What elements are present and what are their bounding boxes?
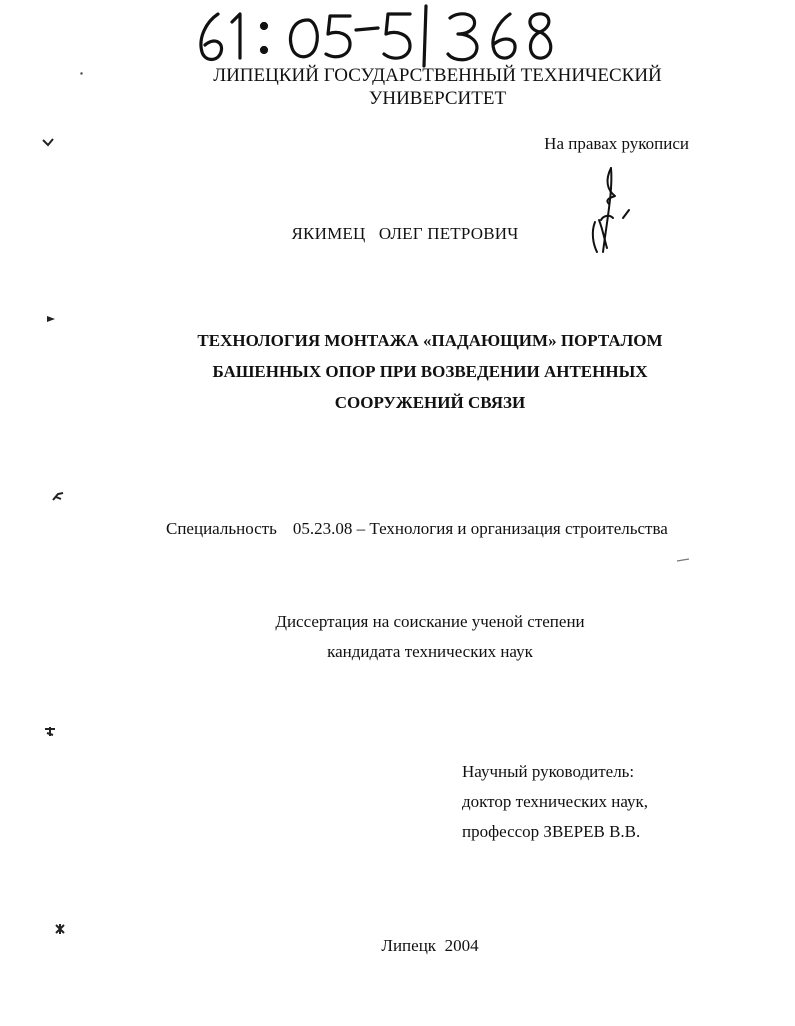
manuscript-rights-note: На правах рукописи xyxy=(544,134,689,153)
dissertation-title xyxy=(110,325,750,418)
author-given-names: ОЛЕГ ПЕТРОВИЧ xyxy=(378,224,519,243)
dissertation-title-line1: ТЕХНОЛОГИЯ МОНТАЖА «ПАДАЮЩИМ» ПОРТАЛОМ xyxy=(197,331,663,350)
university-name xyxy=(140,64,735,110)
scan-mark-5 xyxy=(54,922,66,934)
scan-mark-4 xyxy=(44,724,56,736)
dissertation-title-line3: СООРУЖЕНИЙ СВЯЗИ xyxy=(334,393,526,412)
supervisor-name: профессор ЗВЕРЕВ В.В. xyxy=(462,822,641,841)
handwritten-catalog-number xyxy=(188,2,558,68)
author-surname: ЯКИМЕЦ xyxy=(291,224,366,243)
scientific-supervisor xyxy=(462,757,648,847)
scan-dash xyxy=(676,549,690,553)
degree-statement-line1: Диссертация на соискание ученой степени xyxy=(275,612,585,631)
year: 2004 xyxy=(444,936,479,955)
scan-mark-3 xyxy=(52,488,64,498)
degree-statement-line2: кандидата технических наук xyxy=(327,642,533,661)
scan-mark-2 xyxy=(46,311,56,321)
city: Липецк xyxy=(381,936,437,955)
degree-statement xyxy=(180,607,680,667)
author-signature xyxy=(577,160,637,260)
university-name-line1: ЛИПЕЦКИЙ ГОСУДАРСТВЕННЫЙ ТЕХНИЧЕСКИЙ xyxy=(213,65,662,86)
author-name xyxy=(260,224,550,244)
dissertation-title-line2: БАШЕННЫХ ОПОР ПРИ ВОЗВЕДЕНИИ АНТЕННЫХ xyxy=(212,362,648,381)
specialty xyxy=(166,519,726,539)
supervisor-degree: доктор технических наук, xyxy=(462,792,649,811)
specialty-value: 05.23.08 – Технология и организация строительства xyxy=(292,519,668,538)
supervisor-heading: Научный руководитель: xyxy=(462,762,635,781)
university-name-line2: УНИВЕРСИТЕТ xyxy=(368,88,507,109)
scan-dot xyxy=(80,62,83,65)
scan-mark-1 xyxy=(42,134,54,144)
city-and-year xyxy=(300,936,560,956)
specialty-label: Специальность xyxy=(166,519,277,538)
